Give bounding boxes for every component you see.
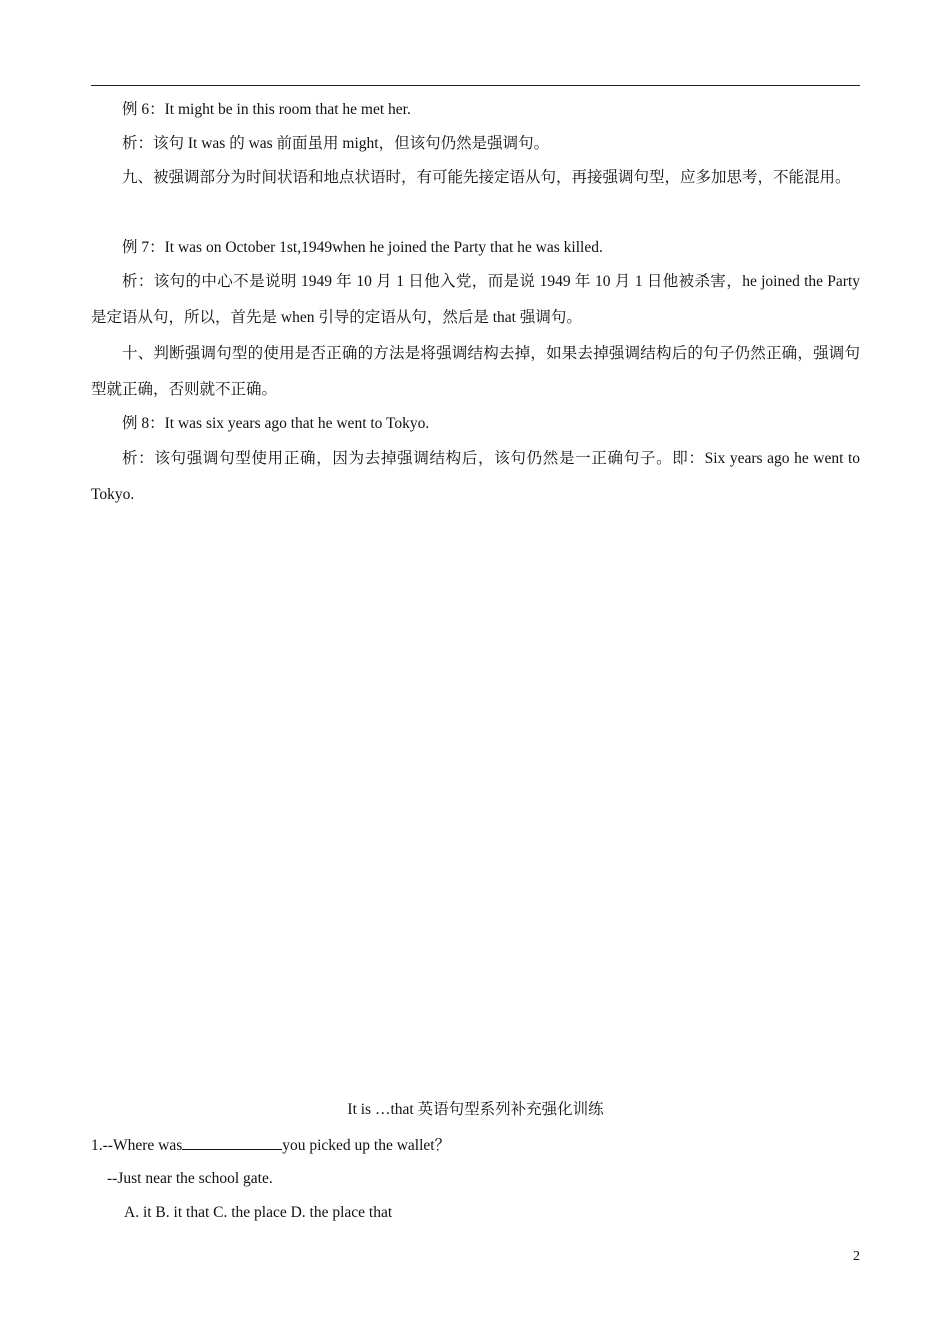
rule-nine: 九、被强调部分为时间状语和地点状语时，有可能先接定语从句，再接强调句型，应多加思考，不能混用。: [122, 169, 851, 186]
question-1: [91, 1135, 450, 1156]
question-1-options: A. it B. it that C. the place D. the place that: [124, 1204, 393, 1221]
example-8-analysis: 析：该句强调句型使用正确，因为去掉强调结构后，该句仍然是一正确句子。即：Six years ago he went to Tokyo.: [91, 450, 860, 503]
rule-ten: 十、判断强调句型的使用是否正确的方法是将强调结构去掉，如果去掉强调结构后的句子仍然正确，强调句型就正确，否则就不正确。: [91, 345, 860, 398]
example-7: 例 7：It was on October 1st,1949when he joined the Party that he was killed.: [122, 239, 603, 256]
question-1-suffix: you picked up the wallet？: [282, 1137, 451, 1154]
exercise-title: It is …that 英语句型系列补充强化训练: [347, 1101, 604, 1118]
question-1-reply: --Just near the school gate.: [107, 1170, 273, 1187]
example-7-analysis: 析：该句的中心不是说明 1949 年 10 月 1 日他入党，而是说 1949 年 10 月 1 日他被杀害，he joined the Party 是定语从句，所以，首先是 when 引导的定语从句，然后是 that 强调句。: [91, 273, 860, 326]
page-number: 2: [853, 1249, 860, 1264]
example-8: 例 8：It was six years ago that he went to Tokyo.: [122, 415, 430, 432]
header-rule: [91, 85, 860, 86]
example-6-analysis: 析：该句 It was 的 was 前面虽用 might，但该句仍然是强调句。: [122, 135, 550, 152]
example-6: 例 6：It might be in this room that he met her.: [122, 101, 411, 118]
question-1-prefix: 1.--Where was: [91, 1137, 183, 1154]
answer-blank[interactable]: [182, 1135, 282, 1150]
